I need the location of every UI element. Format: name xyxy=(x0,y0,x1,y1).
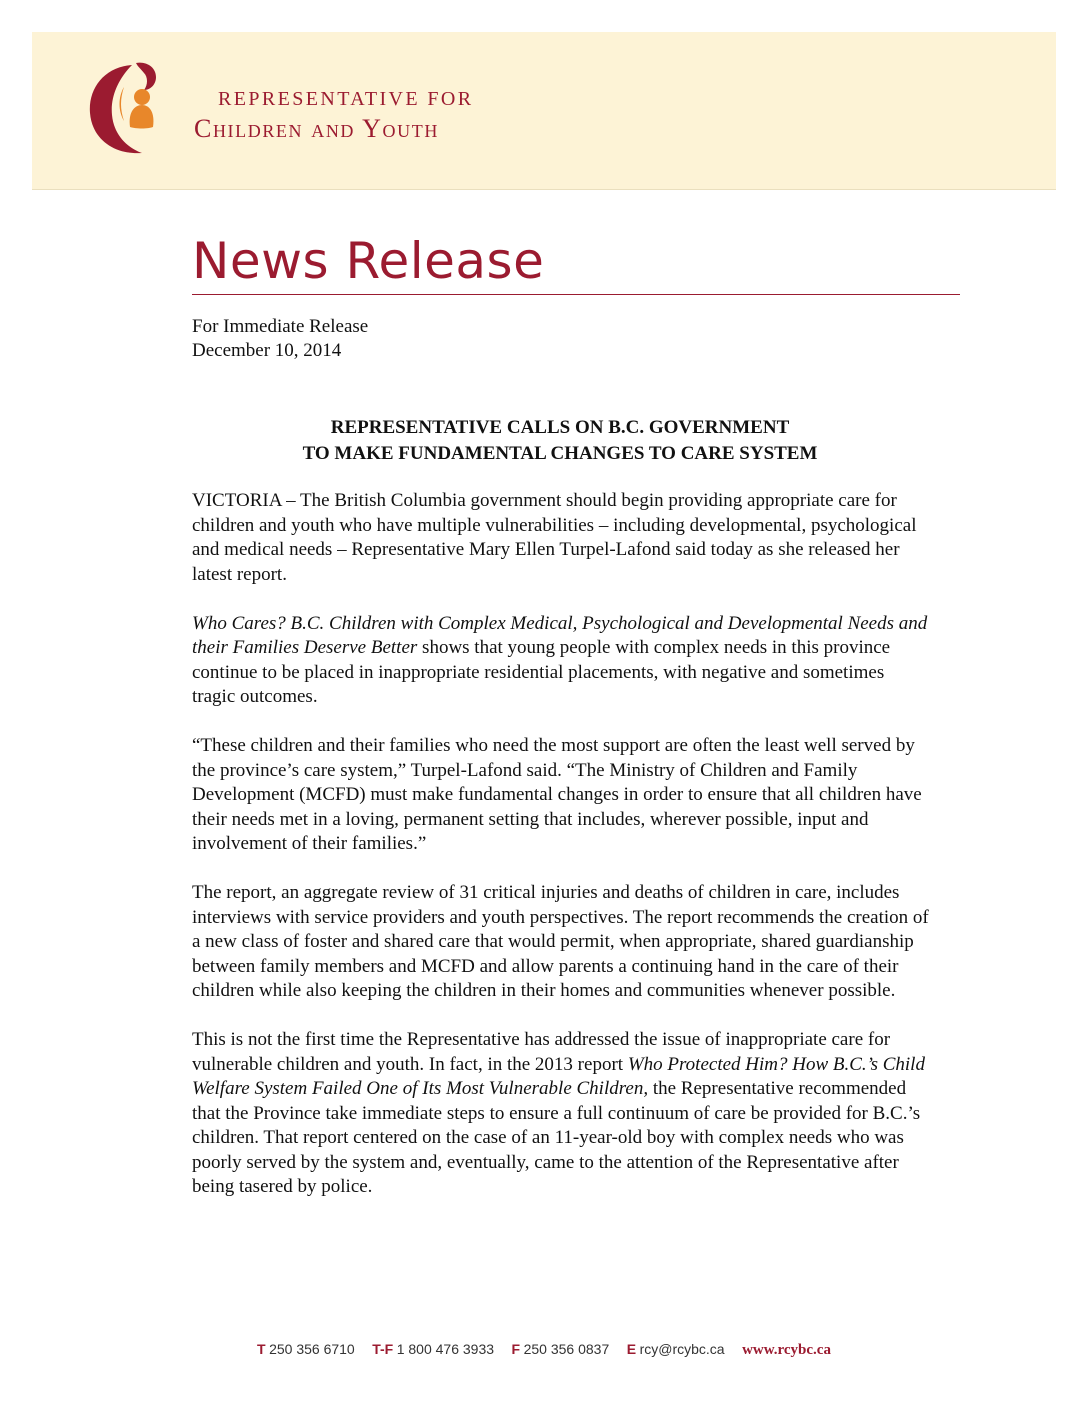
paragraph-5 xyxy=(192,1028,932,1200)
contact-footer xyxy=(0,1341,1088,1359)
email-link[interactable]: rcy@rcybc.ca xyxy=(639,1341,725,1357)
paragraph-4: The report, an aggregate review of 31 critical injuries and deaths of children in care, includes interviews with service providers and youth perspectives. The report recommends the creation of a new class of foster and shared care that would permit, when appropriate, shared guardianship between family members and MCFD and allow parents a continuing hand in the care of their children while also keeping the children in their homes and communities whenever possible. xyxy=(192,882,929,1001)
document-title: News Release xyxy=(192,232,545,290)
org-name-line2: Children and Youth xyxy=(194,114,439,143)
fax-label: F xyxy=(511,1341,521,1357)
rcy-logo-icon xyxy=(84,57,174,157)
paragraph-5-text-b: the Representative recommended that the Province take immediate steps to ensure a full continuum of care be provided for B.C.’s children. That report centered on the case of an 11-year-old boy with complex needs who was poorly served by the system and, eventually, came to the attention of the Representative after being tasered by police. xyxy=(192,1078,921,1197)
title-divider xyxy=(192,294,960,295)
phone-label: T xyxy=(257,1341,266,1357)
release-date: December 10, 2014 xyxy=(192,340,342,361)
paragraph-3: “These children and their families who need the most support are often the least well served by the province’s care system,” Turpel-Lafond said. “The Ministry of Children and Family Development (MCFD) must make fundamental changes in order to ensure that all children have their needs met in a loving, permanent setting that includes, wherever possible, input and involvement of their families.” xyxy=(192,735,922,854)
headline-line1: REPRESENTATIVE CALLS ON B.C. GOVERNMENT xyxy=(330,417,790,438)
website-link[interactable]: www.rcybc.ca xyxy=(742,1342,831,1358)
paragraph-5-text-a: This is not the first time the Representative has addressed the issue of inappropriate care for vulnerable children and youth. In fact, in the 2013 report xyxy=(192,1029,891,1075)
release-meta xyxy=(192,315,368,363)
paragraph-1: VICTORIA – The British Columbia government should begin providing appropriate care for children and youth who have multiple vulnerabilities – including developmental, psychological and medical needs – Representative Mary Ellen Turpel-Lafond said today as she released her latest report. xyxy=(192,490,917,585)
phone-value: 250 356 6710 xyxy=(269,1341,355,1357)
tollfree-value: 1 800 476 3933 xyxy=(396,1341,495,1357)
paragraph-2 xyxy=(192,612,932,710)
paragraph-2-text: shows that young people with complex needs in this province continue to be placed in inappropriate residential placements, with negative and sometimes tragic outcomes. xyxy=(192,637,891,707)
release-label: For Immediate Release xyxy=(192,316,369,337)
letterhead-band xyxy=(32,32,1056,190)
headline-line2: TO MAKE FUNDAMENTAL CHANGES TO CARE SYSTEM xyxy=(302,443,818,464)
tollfree-label: T-F xyxy=(372,1341,394,1357)
report-title-italic: Who Cares? B.C. Children with Complex Medical, Psychological and Developmental Needs and their Families Deserve Better xyxy=(192,612,928,658)
headline xyxy=(192,415,928,467)
article-body xyxy=(192,489,932,1224)
report-title-italic-2: Who Protected Him? How B.C.’s Child Welfare System Failed One of Its Most Vulnerable Children, xyxy=(192,1053,925,1099)
org-name-line1: REPRESENTATIVE FOR xyxy=(218,88,474,110)
fax-value: 250 356 0837 xyxy=(523,1341,610,1357)
email-label: E xyxy=(626,1341,637,1357)
